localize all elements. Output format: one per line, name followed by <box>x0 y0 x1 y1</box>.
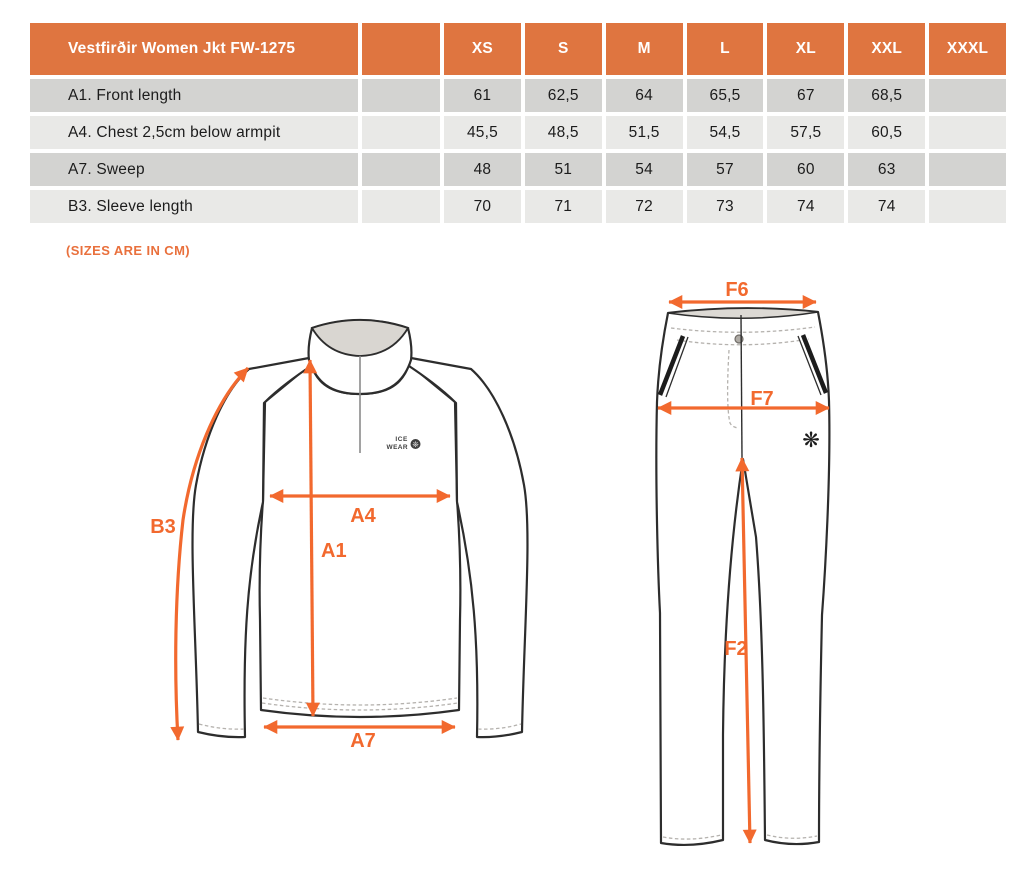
logo-text-line1: ICE <box>395 436 408 443</box>
value-cell: 65,5 <box>687 79 764 112</box>
value-cell: 51 <box>525 153 602 186</box>
b3-label: B3 <box>150 516 176 538</box>
f2-label: F2 <box>724 638 748 660</box>
value-cell: 62,5 <box>525 79 602 112</box>
value-cell <box>929 153 1006 186</box>
value-cell <box>929 190 1006 223</box>
size-column-xxl: XXL <box>848 23 925 75</box>
value-cell: 48,5 <box>525 116 602 149</box>
center-front-seam <box>741 315 742 458</box>
logo-snowflake-icon: ❊ <box>412 439 419 449</box>
spacer-cell <box>362 190 440 223</box>
measurement-label: A1. Front length <box>30 79 358 112</box>
pants-diagram <box>620 275 880 870</box>
a1-label: A1 <box>321 540 347 562</box>
value-cell: 70 <box>444 190 521 223</box>
value-cell: 64 <box>606 79 683 112</box>
value-cell: 45,5 <box>444 116 521 149</box>
jacket-drawing <box>193 320 528 737</box>
size-column-l: L <box>687 23 764 75</box>
value-cell: 74 <box>848 190 925 223</box>
jacket-diagram <box>130 300 600 770</box>
value-cell: 71 <box>525 190 602 223</box>
measurement-label: A7. Sweep <box>30 153 358 186</box>
value-cell: 48 <box>444 153 521 186</box>
value-cell: 68,5 <box>848 79 925 112</box>
value-cell <box>929 79 1006 112</box>
value-cell: 61 <box>444 79 521 112</box>
value-cell: 67 <box>767 79 844 112</box>
value-cell: 60 <box>767 153 844 186</box>
value-cell: 74 <box>767 190 844 223</box>
measurement-label: B3. Sleeve length <box>30 190 358 223</box>
logo-text-line2: WEAR <box>386 444 408 451</box>
size-table <box>30 23 1006 223</box>
spacer-cell <box>362 79 440 112</box>
value-cell: 57,5 <box>767 116 844 149</box>
measurement-label: A4. Chest 2,5cm below armpit <box>30 116 358 149</box>
size-column-xl: XL <box>767 23 844 75</box>
size-column-s: S <box>525 23 602 75</box>
f6-label: F6 <box>725 279 749 301</box>
value-cell <box>929 116 1006 149</box>
spacer-cell <box>362 116 440 149</box>
spacer-cell <box>362 153 440 186</box>
value-cell: 72 <box>606 190 683 223</box>
value-cell: 51,5 <box>606 116 683 149</box>
value-cell: 57 <box>687 153 764 186</box>
f7-label: F7 <box>750 388 774 410</box>
product-title: Vestfirðir Women Jkt FW-1275 <box>30 23 358 75</box>
units-note: (SIZES ARE IN CM) <box>66 243 191 258</box>
a7-label: A7 <box>350 730 376 752</box>
header-spacer-cell <box>362 23 440 75</box>
size-column-xxxl: XXXL <box>929 23 1006 75</box>
size-column-m: M <box>606 23 683 75</box>
value-cell: 73 <box>687 190 764 223</box>
size-column-xs: XS <box>444 23 521 75</box>
value-cell: 60,5 <box>848 116 925 149</box>
value-cell: 54,5 <box>687 116 764 149</box>
value-cell: 63 <box>848 153 925 186</box>
a4-label: A4 <box>350 505 376 527</box>
snowflake-icon: ❋ <box>802 429 820 452</box>
value-cell: 54 <box>606 153 683 186</box>
